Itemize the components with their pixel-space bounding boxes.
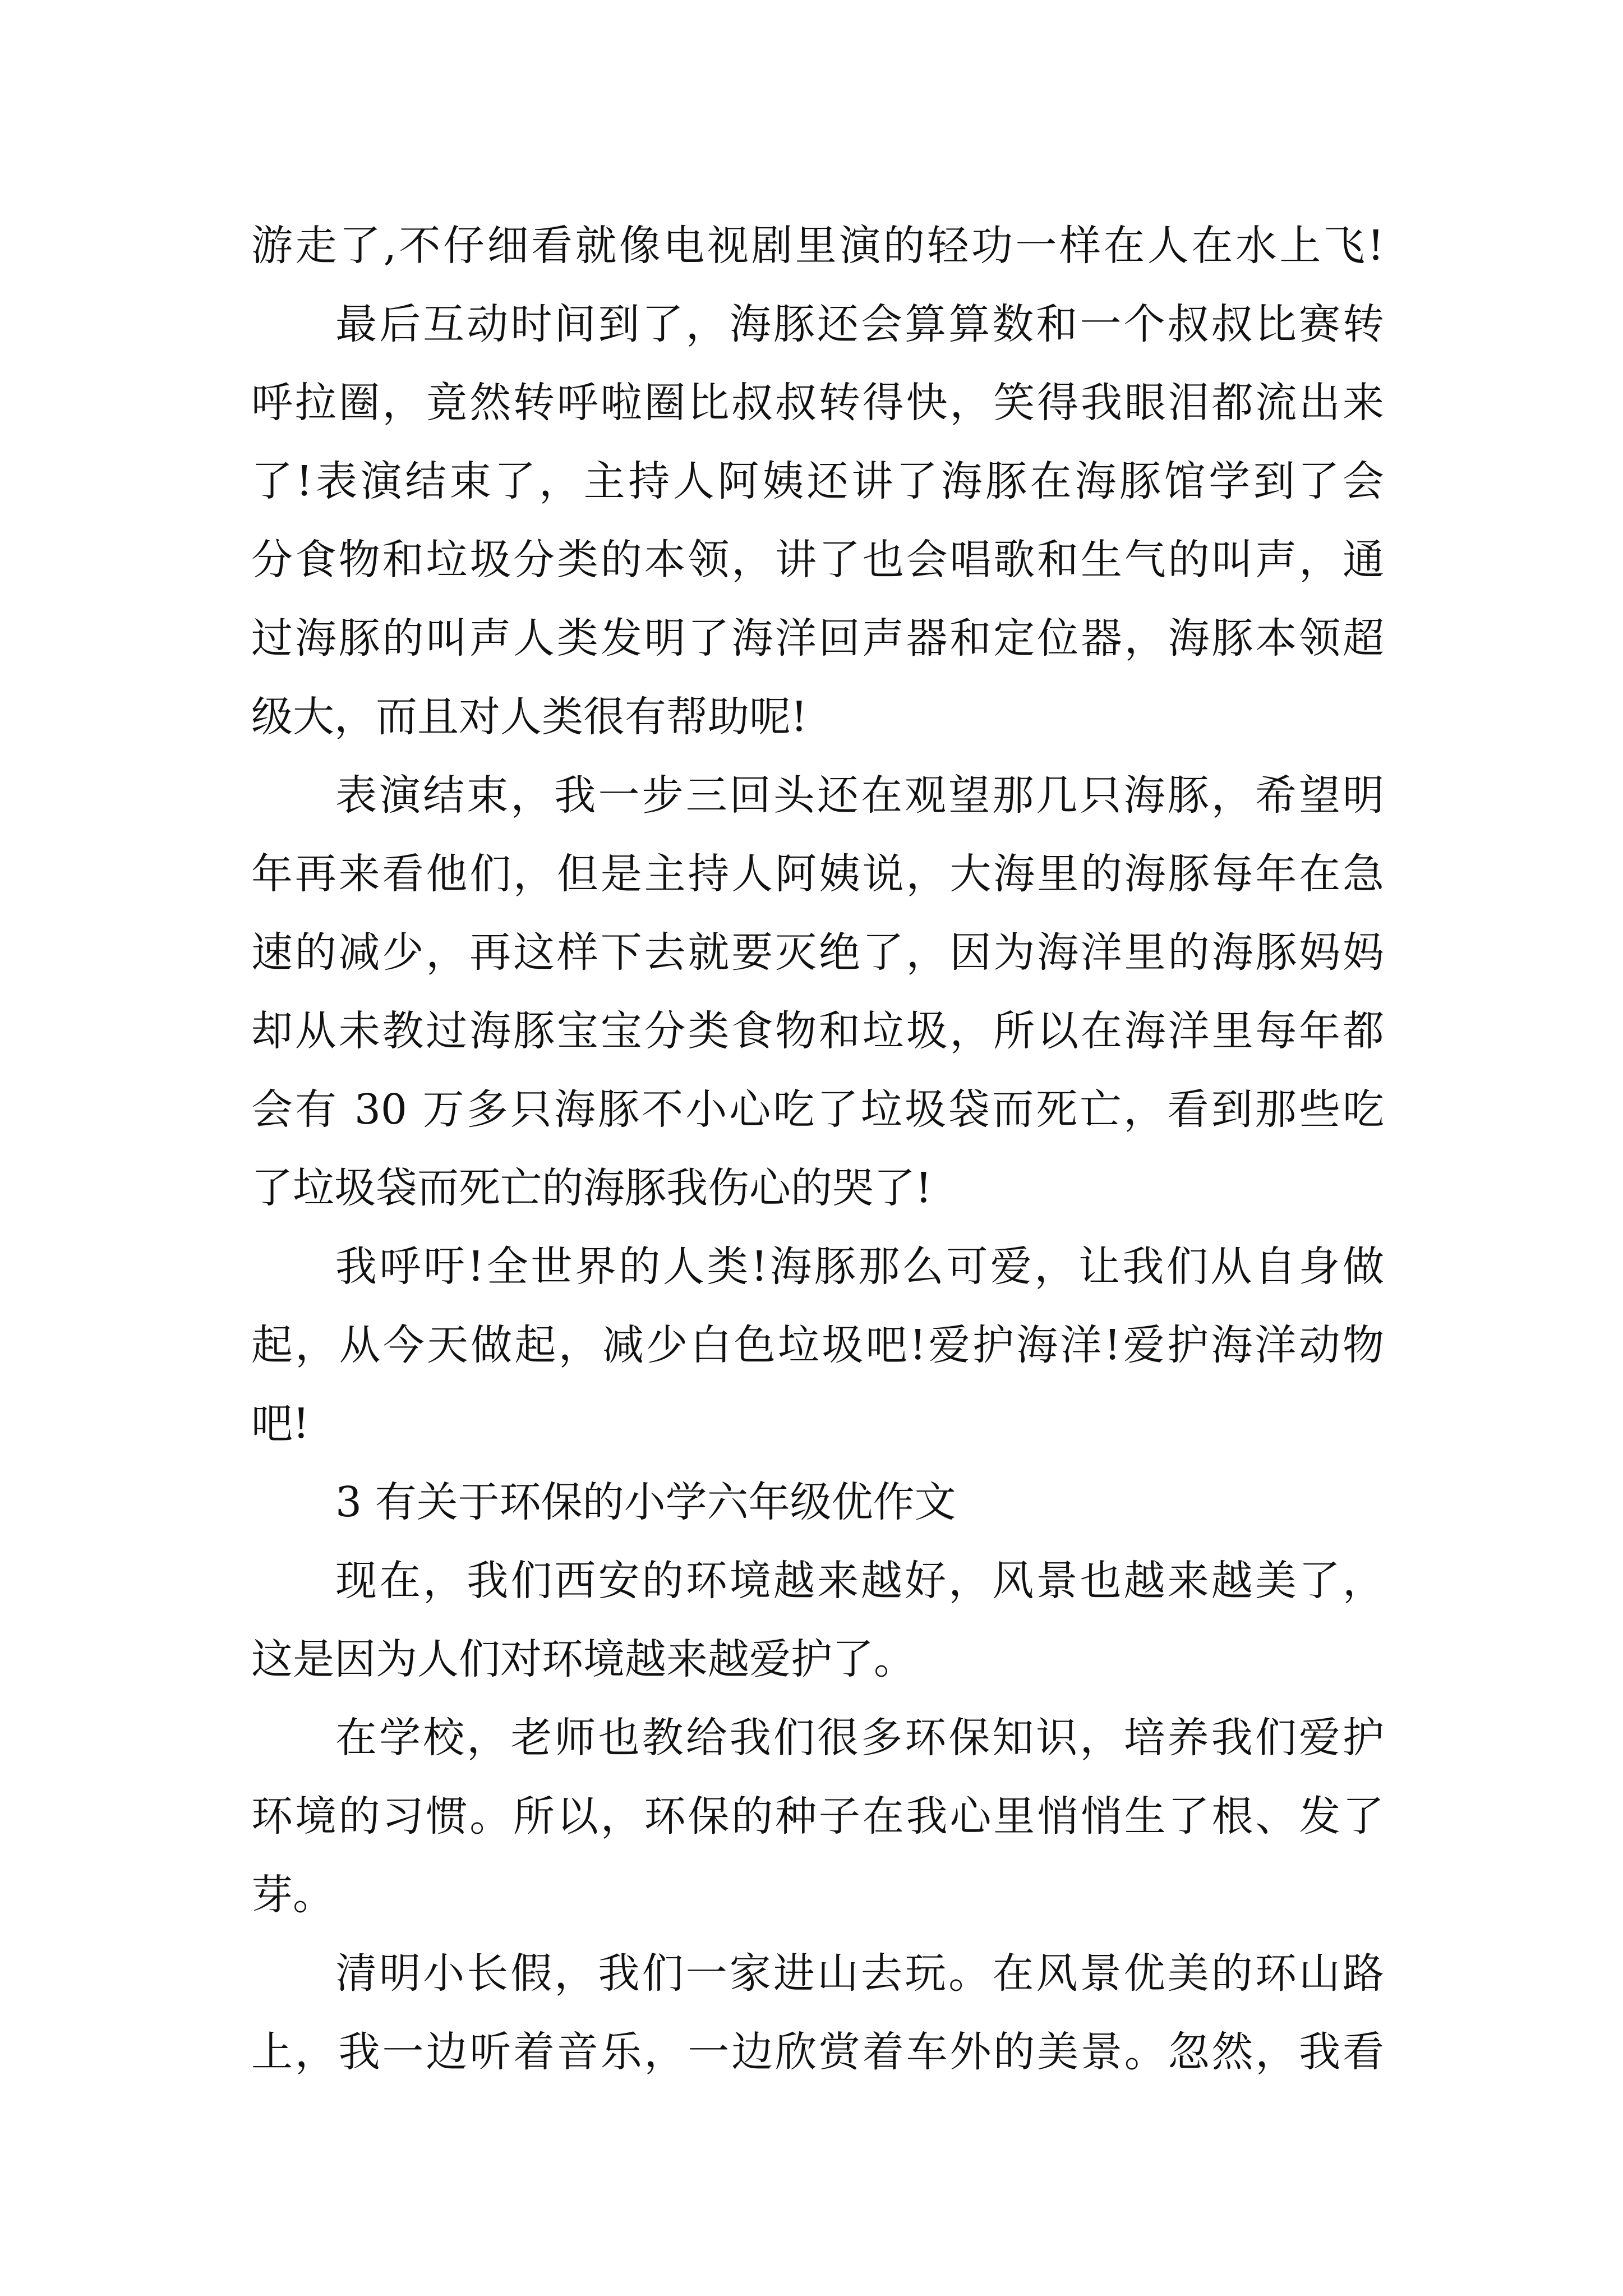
- text-line: 了垃圾袋而死亡的海豚我伤心的哭了!: [251, 1164, 932, 1212]
- paragraph-start-line: 现在，我们西安的环境越来越好，风景也越来越美了，: [335, 1557, 1384, 1605]
- text-line: 这是因为人们对环境越来越爱护了。: [251, 1635, 915, 1683]
- paragraph-start-line: 我呼吁!全世界的人类!海豚那么可爱，让我们从自身做: [335, 1243, 1384, 1291]
- text-line: 速的减少，再这样下去就要灭绝了，因为海洋里的海豚妈妈: [251, 928, 1384, 977]
- paragraph-start-line: 最后互动时间到了，海豚还会算算数和一个叔叔比赛转: [335, 300, 1384, 348]
- text-line: 却从未教过海豚宝宝分类食物和垃圾，所以在海洋里每年都: [251, 1007, 1384, 1055]
- text-line: 会有 30 万多只海豚不小心吃了垃圾袋而死亡，看到那些吃: [251, 1085, 1384, 1134]
- text-line: 芽。: [251, 1871, 334, 1919]
- text-line: 游走了,不仔细看就像电视剧里演的轻功一样在人在水上飞!: [251, 222, 1384, 270]
- section-heading: 3 有关于环保的小学六年级优作文: [335, 1478, 956, 1526]
- text-line: 了!表演结束了，主持人阿姨还讲了海豚在海豚馆学到了会: [251, 457, 1384, 505]
- text-line: 过海豚的叫声人类发明了海洋回声器和定位器，海豚本领超: [251, 614, 1384, 662]
- text-line: 上，我一边听着音乐，一边欣赏着车外的美景。忽然，我看: [251, 2028, 1384, 2076]
- paragraph-start-line: 清明小长假，我们一家进山去玩。在风景优美的环山路: [335, 1949, 1384, 1998]
- paragraph-start-line: 在学校，老师也教给我们很多环保知识，培养我们爱护: [335, 1714, 1384, 1762]
- text-line: 呼拉圈，竟然转呼啦圈比叔叔转得快，笑得我眼泪都流出来: [251, 379, 1384, 427]
- text-line: 环境的习惯。所以，环保的种子在我心里悄悄生了根、发了: [251, 1792, 1384, 1841]
- text-line: 年再来看他们，但是主持人阿姨说，大海里的海豚每年在急: [251, 850, 1384, 898]
- text-line: 分食物和垃圾分类的本领，讲了也会唱歌和生气的叫声，通: [251, 536, 1384, 584]
- paragraph-start-line: 表演结束，我一步三回头还在观望那几只海豚，希望明: [335, 771, 1384, 820]
- text-line: 级大，而且对人类很有帮助呢!: [251, 693, 808, 741]
- text-line: 起，从今天做起，减少白色垃圾吧!爱护海洋!爱护海洋动物: [251, 1321, 1384, 1369]
- text-line: 吧!: [251, 1400, 310, 1448]
